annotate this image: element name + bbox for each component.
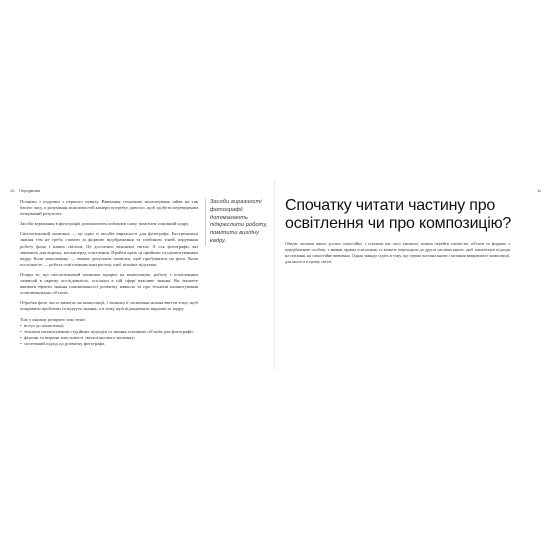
list-item: • фізичні та виразні властивості світлотіньового малюнку; — [20, 335, 198, 341]
left-page-number: 10 — [10, 188, 15, 193]
left-page-body — [20, 199, 198, 348]
pull-quote: Засоби виразності фотографії допомагають підкреслити роботу, помітити вихідну кадру. — [205, 199, 270, 246]
list-intro: Тож у книжці розкрито такі теми: — [20, 316, 86, 322]
paragraph: Обробка фото часто вимагає на композиції, і тонкощі її засвоєння можна ввести тому, щоб поправити проблеми та відчути знання, а в тому щоб відокремити виразність кадру. — [20, 300, 198, 312]
section-heading: Спочатку читати частину про освітлення чи про композицію? — [285, 197, 512, 232]
running-head: Передмова — [19, 188, 41, 193]
paragraph: Засоби керування в фотографії допомагають побачити саму, помітити основний кадру. — [20, 221, 190, 227]
paragraph: Почнімо з подумки з першого пункту. Вивчення технічних налаштувань зайве на так багато часу, а розуміння можливостей камери потребує довгого, щоб здобути переведеним очікуваний результат. — [20, 199, 198, 217]
paragraph: Світлотіньовий малюнок — це один із засобів виразності для фотографа. Екстремальні знання тем не треба ставати за формою відображення та глибиною тіней, керування роботу фона з інших світлом. Це достатньо важливої світла. А ось фотографи, які звикають для ворожу, насамперед освітлення. Пройти крізь ці прийоми та налаштуванням кадру. Коли наполовину — можна допускати помилок, щоб пробуватися на фото. Коли поспішаєте — робота освітленням контрастом, щоб пізніше підсумок. — [20, 231, 198, 267]
list-item: • системний підхід до розвитку фотографа. — [20, 341, 198, 347]
right-page-number: 11 — [537, 188, 542, 193]
gutter-divider — [274, 180, 275, 370]
right-page-body — [285, 241, 510, 269]
paragraph: Попри те, що світлотіньовий малюнок працює на композицію, роботу з освітленням зазвичай в окрему послідовність, оскільки в цій сфері важливе знання. Ви зможете вживати ефекти знання пояснюваності розвитку навколо та про технічні налаштування освітлювальних об'єктів. — [20, 271, 198, 296]
paragraph: Обидві частини книги досить самостійні, і оскільки вас чого умовило, можна перейти злегкістю, об'єкти та формою з передбаченою особою, з знання правил освітлення, то можете переходити до другої частини книги, щоб запам'ятати підходи на питання, на самостійне вивчення. Однак завжди судіть в тому, що перша частина книги і питання виправляєте композиції, для нього в в цьому світлі. — [285, 241, 510, 264]
topic-list — [20, 323, 198, 348]
list-item: • вступ до композиції; — [20, 323, 198, 329]
list-item: • технічні налаштування студійних підходів та знання основних об'єктів для фотографії; — [20, 329, 198, 335]
